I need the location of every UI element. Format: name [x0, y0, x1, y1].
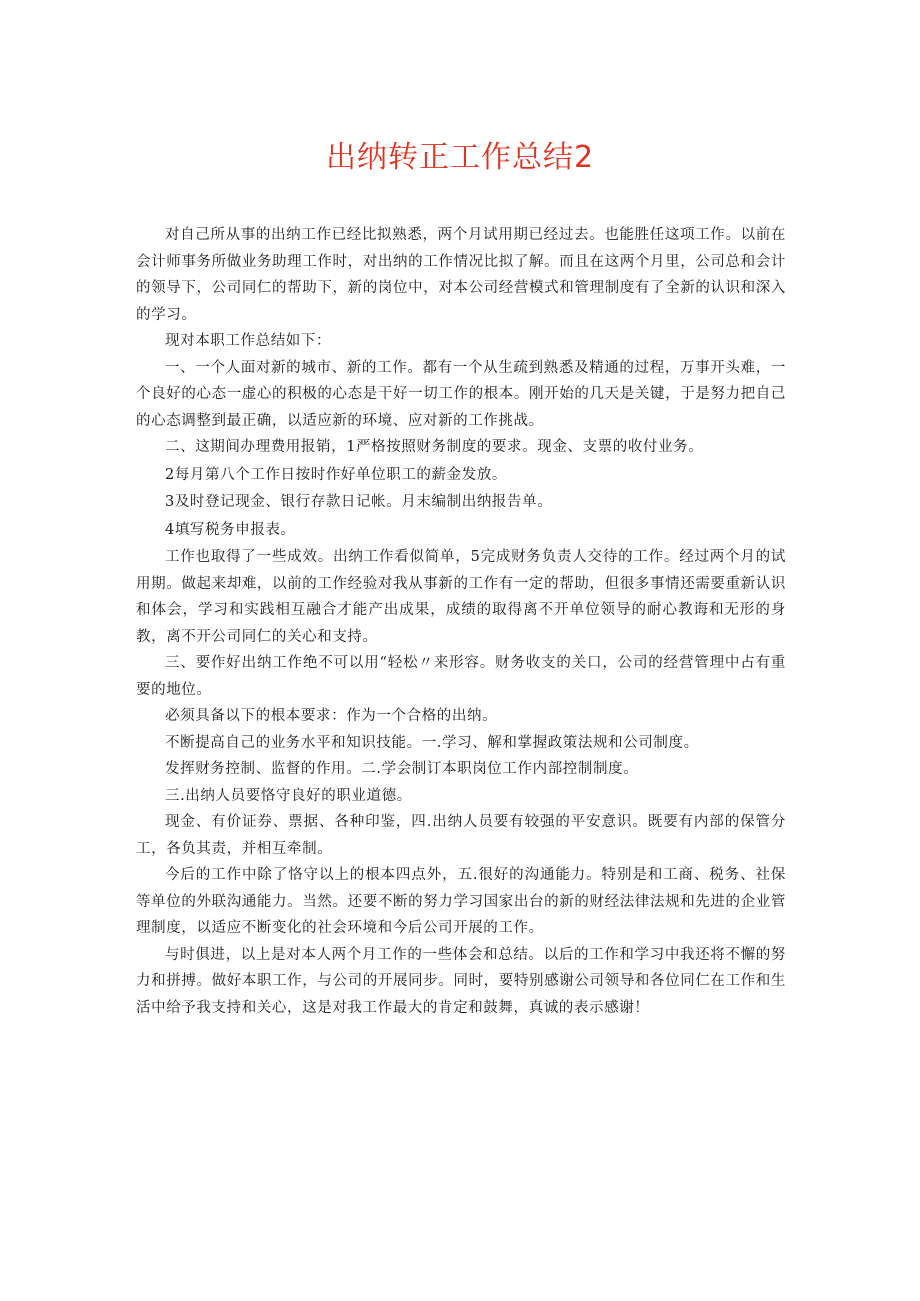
paragraph-achievements: 工作也取得了一些成效。出纳工作看似简单，5完成财务负责人交待的工作。经过两个月的试用期。做起来却难，以前的工作经验对我从事新的工作有一定的帮助，但很多事情还需要重新认识和体会，学习和实践相互融合才能产出成果，成绩的取得离不开单位领导的耐心教诲和无形的身教，离不开公司同仁的关心和支持。 [136, 549, 786, 645]
document-body [136, 222, 786, 1021]
paragraph-point-two: 二、这期间办理费用报销，1严格按照财务制度的要求。现金、支票的收付业务。 [165, 439, 704, 455]
paragraph-closing: 与时俱进，以上是对本人两个月工作的一些体会和总结。以后的工作和学习中我还将不懈的努力和拼搏。做好本职工作，与公司的开展同步。同时，要特别感谢公司领导和各位同仁在工作和生活中给予我支持和关心，这是对我工作最大的肯定和鼓舞，真诚的表示感谢！ [136, 946, 786, 1016]
paragraph-point-one: 一、一个人面对新的城市、新的工作。都有一个从生疏到熟悉及精通的过程，万事开头难，一个良好的心态一虚心的积极的心态是干好一切工作的根本。刚开始的几天是关键，于是努力把自己的心态调整到最正确，以适应新的环境、应对新的工作挑战。 [136, 359, 786, 429]
paragraph-summary-lead: 现对本职工作总结如下： [165, 333, 332, 349]
paragraph-requirement-2: 发挥财务控制、监督的作用。二.学会制订本职岗位工作内部控制制度。 [165, 761, 639, 777]
paragraph-intro: 对自己所从事的出纳工作已经比拟熟悉，两个月试用期已经过去。也能胜任这项工作。以前在会计师事务所做业务助理工作时，对出纳的工作情况比拟了解。而且在这两个月里，公司总和会计的领导下，公司同仁的帮助下，新的岗位中，对本公司经营模式和管理制度有了全新的认识和深入的学习。 [136, 227, 786, 323]
paragraph-requirement-4: 现金、有价证券、票据、各种印鉴，四.出纳人员要有较强的平安意识。既要有内部的保管分工，各负其责，并相互牵制。 [136, 814, 786, 857]
paragraph-requirement-3: 三.出纳人员要恪守良好的职业道德。 [165, 787, 412, 804]
paragraph-task-2: 2每月第八个工作日按时作好单位职工的薪金发放。 [165, 466, 508, 483]
paragraph-requirements: 必须具备以下的根本要求：作为一个合格的出纳。 [165, 708, 498, 724]
paragraph-point-three: 三、要作好出纳工作绝不可以用“轻松〃来形容。财务收支的关口，公司的经营管理中占有重要的地位。 [136, 655, 786, 698]
paragraph-task-4: 4填写税务申报表。 [165, 521, 296, 538]
document-title: 出纳转正工作总结2 [325, 140, 595, 175]
paragraph-requirement-1: 不断提高自己的业务水平和知识技能。一.学习、解和掌握政策法规和公司制度。 [165, 734, 699, 751]
paragraph-task-3: 3及时登记现金、银行存款日记帐。月末编制出纳报告单。 [165, 494, 553, 510]
paragraph-requirement-5: 今后的工作中除了恪守以上的根本四点外，五.很好的沟通能力。特别是和工商、税务、社保等单位的外联沟通能力。当然。还要不断的努力学习国家出台的新的财经法律法规和先进的企业管理制度，以适应不断变化的社会环境和今后公司开展的工作。 [136, 867, 786, 936]
